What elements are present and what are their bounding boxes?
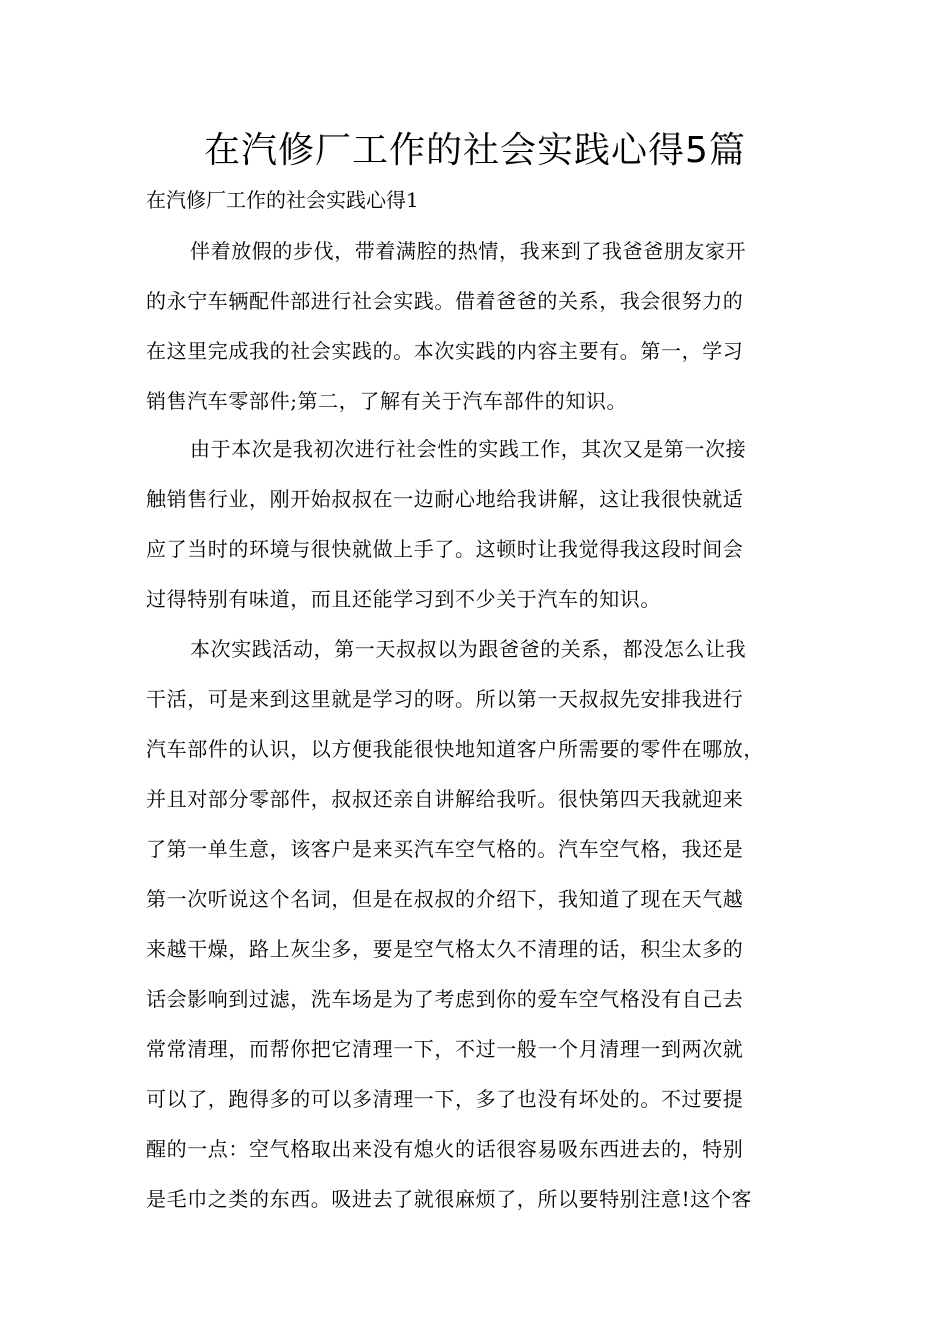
text-line: 了第一单生意，该客户是来买汽车空气格的。汽车空气格，我还是 [146, 837, 744, 861]
paragraph-3 [146, 624, 806, 1224]
text-line: 汽车部件的认识，以方便我能很快地知道客户所需要的零件在哪放， [146, 737, 764, 761]
text-line: 是毛巾之类的东西。吸进去了就很麻烦了，所以要特别注意!这个客 [146, 1187, 753, 1211]
text-line: 的永宁车辆配件部进行社会实践。借着爸爸的关系，我会很努力的 [146, 289, 744, 313]
paragraph-1 [146, 226, 806, 426]
text-line: 第一次听说这个名词，但是在叔叔的介绍下，我知道了现在天气越 [146, 887, 744, 911]
text-line: 干活，可是来到这里就是学习的呀。所以第一天叔叔先安排我进行 [146, 687, 744, 711]
text-line: 触销售行业，刚开始叔叔在一边耐心地给我讲解，这让我很快就适 [146, 487, 744, 511]
text-line: 常常清理，而帮你把它清理一下，不过一般一个月清理一到两次就 [146, 1037, 744, 1061]
text-line: 醒的一点：空气格取出来没有熄火的话很容易吸东西进去的，特别 [146, 1137, 744, 1161]
text-line: 在这里完成我的社会实践的。本次实践的内容主要有。第一，学习 [146, 339, 744, 363]
text-line: 由于本次是我初次进行社会性的实践工作，其次又是第一次接 [190, 437, 747, 461]
section-heading: 在汽修厂工作的社会实践心得1 [146, 188, 419, 212]
text-line: 应了当时的环境与很快就做上手了。这顿时让我觉得我这段时间会 [146, 537, 744, 561]
paragraph-2 [146, 424, 806, 624]
text-line: 伴着放假的步伐，带着满腔的热情，我来到了我爸爸朋友家开 [190, 239, 747, 263]
text-line: 来越干燥，路上灰尘多，要是空气格太久不清理的话，积尘太多的 [146, 937, 744, 961]
text-line: 并且对部分零部件，叔叔还亲自讲解给我听。很快第四天我就迎来 [146, 787, 744, 811]
text-line: 可以了，跑得多的可以多清理一下，多了也没有坏处的。不过要提 [146, 1087, 744, 1111]
text-line: 过得特别有味道，而且还能学习到不少关于汽车的知识。 [146, 587, 661, 611]
text-line: 本次实践活动，第一天叔叔以为跟爸爸的关系，都没怎么让我 [190, 637, 747, 661]
text-line: 话会影响到过滤，洗车场是为了考虑到你的爱车空气格没有自己去 [146, 987, 744, 1011]
document-title: 在汽修厂工作的社会实践心得5篇 [204, 130, 746, 171]
text-line: 销售汽车零部件;第二，了解有关于汽车部件的知识。 [146, 389, 628, 413]
